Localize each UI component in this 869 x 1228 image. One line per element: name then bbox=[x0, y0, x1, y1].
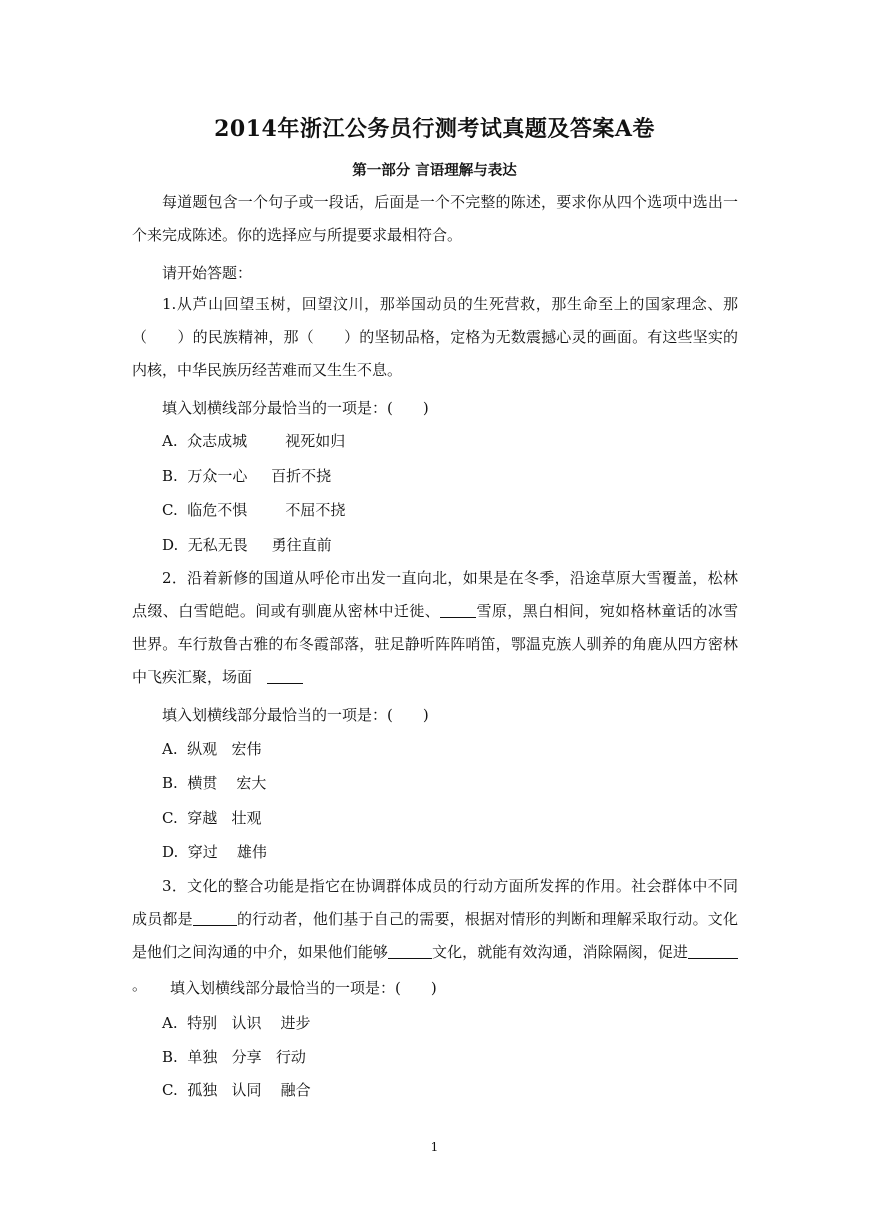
instructions-paragraph: 每道题包含一个句子或一段话，后面是一个不完整的陈述，要求你从四个选项中选出一个来完成陈述。你的选择应与所提要求最相符合。 bbox=[132, 193, 738, 244]
answer-blank bbox=[193, 911, 237, 926]
question-3-option-a: A. 特别 认识 进步 bbox=[162, 1014, 311, 1032]
question-3-text-part-3: 文化，就能有效沟通，消除隔阂，促进 bbox=[431, 943, 688, 961]
question-1-option-b: B. 万众一心 百折不挠 bbox=[162, 467, 332, 485]
answer-blank bbox=[440, 603, 476, 618]
page-number: 1 bbox=[430, 1140, 439, 1154]
question-1-text: 1.从芦山回望玉树，回望汶川，那举国动员的生死营救，那生命至上的国家理念、那（ ）的民族精神，那（ ）的坚韧品格，定格为无数震撼心灵的画面。有这些坚实的内核，中华民族历经苦难而又生生不息。 bbox=[132, 295, 738, 379]
question-1-option-d: D. 无私无畏 勇往直前 bbox=[162, 536, 332, 554]
document-title: 2014年浙江公务员行测考试真题及答案A卷 bbox=[214, 116, 655, 142]
question-2-option-b: B. 横贯 宏大 bbox=[162, 774, 267, 792]
question-2-option-a: A. 纵观 宏伟 bbox=[162, 740, 262, 758]
question-1-option-c: C. 临危不惧 不屈不挠 bbox=[162, 501, 346, 519]
question-2-prompt: 填入划横线部分最恰当的一项是：( ) bbox=[162, 706, 429, 724]
question-2-text bbox=[132, 562, 738, 694]
question-2-option-d: D. 穿过 雄伟 bbox=[162, 843, 267, 861]
section-title: 第一部分 言语理解与表达 bbox=[352, 162, 517, 179]
answer-blank bbox=[688, 944, 738, 959]
question-3-text-part-1: 3．文化的整合功能是指它在协调群体成员的行动方面所发挥的作用。社会群体中不同成员都是 bbox=[132, 877, 738, 928]
question-2-option-c: C. 穿越 壮观 bbox=[162, 809, 262, 827]
question-2-text-part-1: 2．沿着新修的国道从呼伦市出发一直向北，如果是在冬季，沿途草原大雪覆盖，松林点缀、白雪皑皑。间或有驯鹿从密林中迁徙、 bbox=[132, 569, 738, 620]
answer-blank bbox=[388, 944, 432, 959]
question-3-prompt: 填入划横线部分最恰当的一项是：( ) bbox=[170, 979, 437, 997]
question-1-option-a: A. 众志成城 视死如归 bbox=[162, 432, 346, 450]
question-3-text-part-2: 的行动者，他们基于自己的需要，根据对情形的判断和理解采取行动。文化是他们之间沟通的中介，如果他们能够 bbox=[132, 910, 738, 961]
answer-blank bbox=[267, 669, 303, 684]
question-3-option-c: C. 孤独 认同 融合 bbox=[162, 1081, 311, 1099]
start-prompt: 请开始答题： bbox=[162, 264, 253, 282]
question-2-text-part-2: 雪原，黑白相间，宛如格林童话的冰雪世界。车行敖鲁古雅的布冬霞部落，驻足静听阵阵哨笛，鄂温克族人驯养的角鹿从四方密林中飞疾汇聚，场面 bbox=[132, 602, 738, 686]
question-3-option-b: B. 单独 分享 行动 bbox=[162, 1048, 306, 1066]
question-1-prompt: 填入划横线部分最恰当的一项是：( ) bbox=[162, 399, 429, 417]
question-3-text-part-4: 。 bbox=[132, 976, 148, 994]
